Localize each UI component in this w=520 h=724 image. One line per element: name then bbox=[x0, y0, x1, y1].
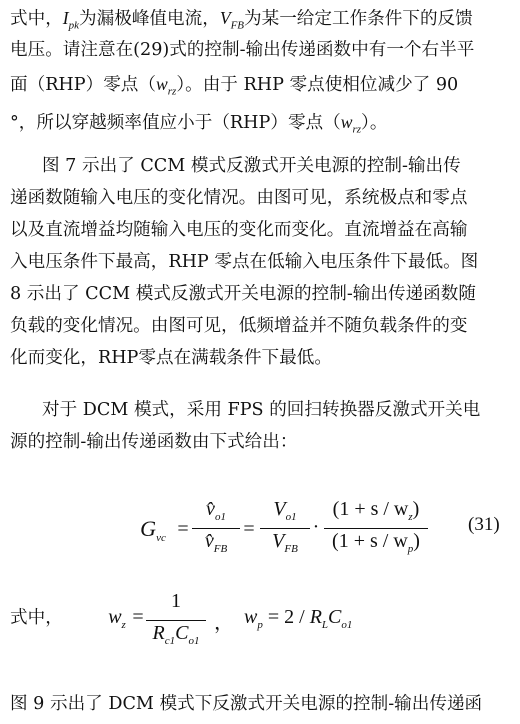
fraction-numerator bbox=[192, 498, 240, 521]
text-segment: ）。 bbox=[361, 113, 388, 133]
text-line-6: 递函数随输入电压的变化情况。由图可见，系统极点和零点 bbox=[10, 188, 468, 208]
text-segment: 式中， bbox=[10, 9, 63, 29]
text-line-13: 源的控制-输出传递函数由下式给出： bbox=[10, 432, 298, 452]
symbol-subscript: FB bbox=[213, 543, 228, 555]
symbol-letter: v̂ bbox=[206, 498, 215, 520]
symbol-letter: C bbox=[175, 622, 189, 644]
symbol-subscript: FB bbox=[284, 543, 298, 555]
fraction-denominator bbox=[146, 622, 206, 645]
text-line-10: 负载的变化情况。由图可见，低频增益并不随负载条件的变 bbox=[10, 316, 468, 336]
symbol-letter: v̂ bbox=[204, 530, 214, 552]
separator-comma: ， bbox=[214, 612, 234, 634]
symbol-letter: C bbox=[328, 606, 342, 628]
symbol-vfb bbox=[219, 8, 245, 32]
equation-rhs: = 2 / bbox=[267, 606, 310, 628]
text-line-8: 入电压条件下最高，RHP 零点在低输入电压条件下最低。图 bbox=[10, 252, 479, 272]
symbol-subscript: rz bbox=[167, 85, 177, 98]
fraction-bar bbox=[324, 528, 428, 529]
symbol-subscript: z bbox=[121, 619, 126, 631]
symbol-subscript: p bbox=[257, 619, 263, 631]
equals-sign: = bbox=[177, 518, 189, 540]
symbol-subscript: o1 bbox=[341, 619, 353, 631]
fraction-dc-gain bbox=[260, 494, 310, 564]
symbol-letter: I bbox=[62, 8, 69, 28]
fraction-bar bbox=[146, 620, 206, 621]
symbol-wz bbox=[102, 606, 132, 629]
symbol-letter: w bbox=[108, 606, 122, 628]
symbol-subscript: o1 bbox=[285, 511, 297, 523]
symbol-letter: R bbox=[152, 622, 165, 644]
symbol-subscript: o1 bbox=[214, 511, 226, 523]
symbol-subscript: rz bbox=[352, 123, 362, 136]
factor-text: (1 + s / w bbox=[332, 530, 408, 552]
text-segment: °，所以穿越频率值应小于（RHP）零点（ bbox=[10, 113, 341, 133]
symbol-subscript: p bbox=[407, 543, 414, 555]
fraction-numerator bbox=[260, 498, 310, 521]
fraction-numerator: 1 bbox=[171, 590, 181, 612]
equals-sign: = bbox=[132, 606, 144, 628]
text-line-11: 化而变化，RHP零点在满载条件下最低。 bbox=[10, 348, 332, 368]
symbol-letter: w bbox=[340, 112, 353, 132]
equation-31 bbox=[0, 496, 520, 566]
text-line-12: 对于 DCM 模式，采用 FPS 的回扫转换器反激式开关电 bbox=[42, 400, 481, 420]
fraction-small-signal bbox=[192, 494, 240, 564]
fraction-denominator bbox=[260, 530, 310, 553]
symbol-subscript: c1 bbox=[164, 635, 176, 647]
where-label: 式中， bbox=[10, 608, 63, 628]
text-segment: 为漏极峰值电流， bbox=[79, 9, 220, 29]
symbol-subscript: vc bbox=[156, 532, 166, 544]
equation-number: (31) bbox=[468, 514, 500, 535]
fraction-numerator bbox=[324, 498, 428, 521]
symbol-wrz bbox=[156, 74, 177, 98]
text-line-7: 以及直流增益均随输入电压的变化而变化。直流增益在高输 bbox=[10, 220, 468, 240]
factor-close: ) bbox=[413, 530, 420, 552]
symbol-subscript: FB bbox=[230, 19, 245, 32]
text-segment: 面（RHP）零点（ bbox=[10, 75, 156, 95]
text-line-3 bbox=[10, 72, 514, 97]
multiply-dot: · bbox=[312, 516, 320, 538]
symbol-letter: V bbox=[272, 530, 285, 552]
symbol-letter: w bbox=[244, 606, 258, 628]
text-line-14: 图 9 示出了 DCM 模式下反激式开关电源的控制-输出传递函 bbox=[10, 694, 483, 714]
equation-wp bbox=[244, 606, 394, 629]
symbol-wrz bbox=[340, 112, 362, 136]
text-line-9: 8 示出了 CCM 模式反激式开关电源的控制-输出传递函数随 bbox=[10, 284, 476, 304]
fraction-denominator bbox=[192, 530, 240, 553]
text-segment: ）。由于 RHP 零点使相位减少了 90 bbox=[176, 75, 459, 95]
symbol-letter: V bbox=[219, 8, 231, 28]
fraction-bar bbox=[260, 528, 310, 529]
factor-text: (1 + s / w bbox=[332, 498, 409, 520]
symbol-subscript: L bbox=[321, 619, 329, 631]
symbol-letter: w bbox=[156, 74, 168, 94]
symbol-gvc bbox=[132, 516, 174, 542]
fraction-bar bbox=[192, 528, 240, 529]
text-line-5: 图 7 示出了 CCM 模式反激式开关电源的控制-输出传 bbox=[42, 156, 461, 176]
symbol-subscript: z bbox=[408, 511, 413, 523]
fraction-wz bbox=[146, 586, 206, 656]
equals-sign: = bbox=[243, 518, 255, 540]
equation-definitions bbox=[0, 590, 520, 650]
text-line-1 bbox=[10, 6, 514, 31]
factor-close: ) bbox=[412, 498, 420, 520]
text-line-4 bbox=[10, 110, 514, 135]
fraction-zero-pole bbox=[324, 494, 428, 564]
symbol-subscript: o1 bbox=[188, 635, 200, 647]
symbol-letter: G bbox=[140, 516, 157, 541]
symbol-letter: R bbox=[309, 606, 322, 628]
text-segment: 为某一给定工作条件下的反馈 bbox=[244, 9, 473, 29]
symbol-letter: V bbox=[273, 498, 286, 520]
fraction-denominator bbox=[324, 530, 428, 553]
symbol-ipk bbox=[62, 8, 80, 32]
symbol-subscript: pk bbox=[68, 19, 80, 32]
text-line-2: 电压。请注意在(29)式的控制-输出传递函数中有一个右半平 bbox=[10, 40, 475, 60]
